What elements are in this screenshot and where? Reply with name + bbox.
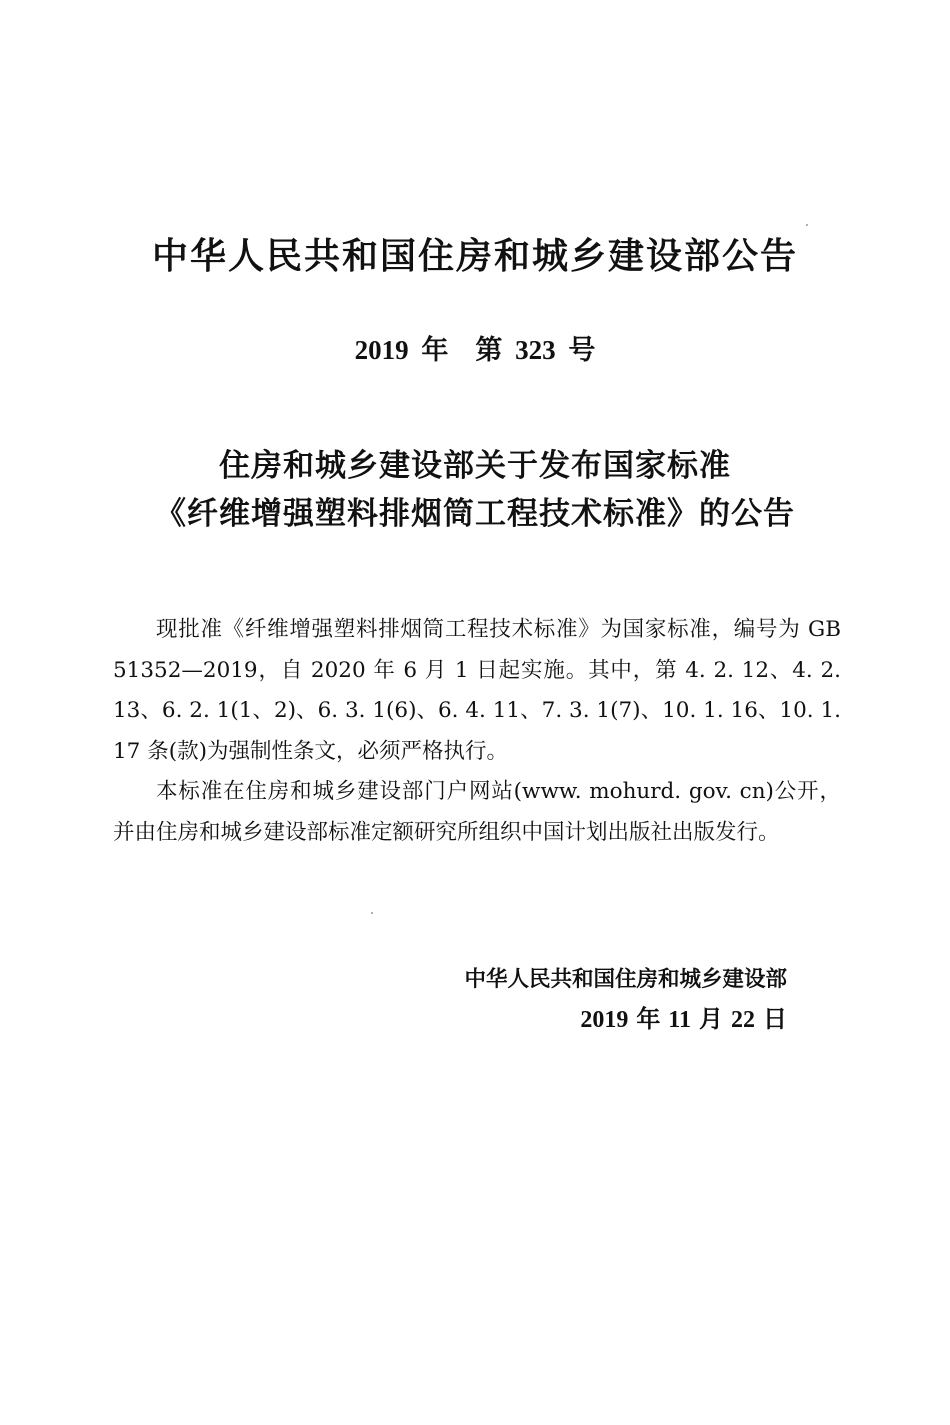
notice-title: [0, 442, 950, 538]
signature-date: 2019 年 11 月 22 日: [580, 1007, 787, 1033]
issue-number: 2019 年 第 323 号: [354, 335, 596, 365]
body-paragraph-publication: 本标准在住房和城乡建设部门户网站(www. mohurd. gov. cn)公开，并由住房和城乡建设部标准定额研究所组织中国计划出版社出版发行。: [113, 779, 841, 845]
body-paragraph-approval: 现批准《纤维增强塑料排烟筒工程技术标准》为国家标准，编号为 GB 51352—2019，自 2020 年 6 月 1 日起实施。其中，第 4. 2. 12、4. 2. 13、6. 2. 1(1、2)、6. 3. 1(6)、6. 4. 11、7. 3. 1(7)、10. 1. 16、10. 1. 17 条(款)为强制性条文，必须严格执行。: [113, 617, 841, 764]
ministry-announcement-title: 中华人民共和国住房和城乡建设部公告: [151, 236, 798, 277]
scan-speck: [371, 912, 373, 914]
notice-body: [113, 610, 841, 853]
notice-title-line-1: 住房和城乡建设部关于发布国家标准: [219, 448, 731, 484]
signature-organization: 中华人民共和国住房和城乡建设部: [464, 967, 787, 992]
notice-title-line-2: 《纤维增强塑料排烟筒工程技术标准》的公告: [155, 496, 795, 532]
scan-speck: [806, 224, 808, 226]
